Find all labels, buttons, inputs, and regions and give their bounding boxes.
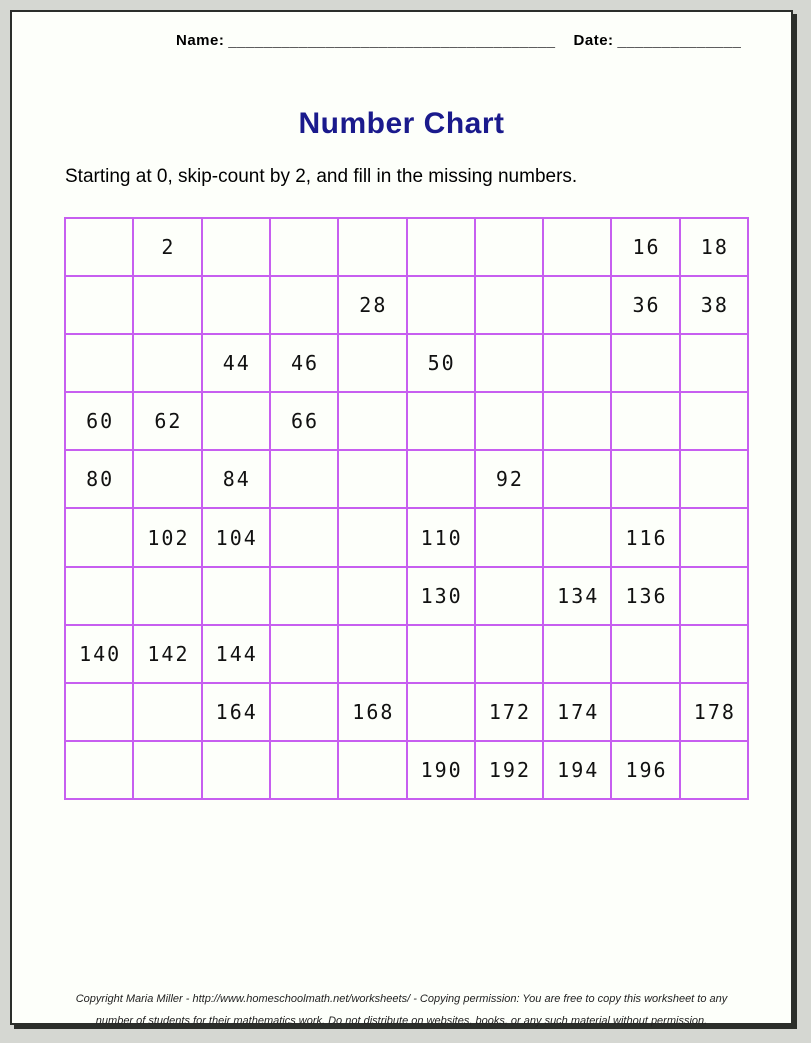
copyright-line-1: Copyright Maria Miller - http://www.homeschoolmath.net/worksheets/ - Copying permission: You are free to copy this worksheet to any — [75, 993, 728, 1005]
grid-cell-r4-c9[interactable] — [611, 392, 679, 450]
grid-cell-r5-c8[interactable] — [543, 450, 611, 508]
date-fill-line[interactable]: ______________ — [617, 32, 742, 49]
grid-cell-r8-c10[interactable] — [680, 625, 748, 683]
name-date-row — [176, 32, 741, 49]
grid-cell-r4-c10[interactable] — [680, 392, 748, 450]
grid-cell-r4-c6[interactable] — [407, 392, 475, 450]
grid-cell-r1-c2: 2 — [133, 218, 201, 276]
grid-cell-r9-c7: 172 — [475, 683, 543, 741]
grid-cell-r5-c3: 84 — [202, 450, 270, 508]
grid-cell-r10-c10[interactable] — [680, 741, 748, 799]
grid-cell-r3-c9[interactable] — [611, 334, 679, 392]
grid-cell-r5-c9[interactable] — [611, 450, 679, 508]
grid-cell-r6-c7[interactable] — [475, 508, 543, 566]
grid-cell-r5-c4[interactable] — [270, 450, 338, 508]
grid-cell-r2-c3[interactable] — [202, 276, 270, 334]
grid-cell-r4-c7[interactable] — [475, 392, 543, 450]
name-fill-line[interactable]: _____________________________________ — [228, 32, 556, 49]
grid-cell-r2-c8[interactable] — [543, 276, 611, 334]
grid-cell-r8-c5[interactable] — [338, 625, 406, 683]
grid-cell-r8-c1: 140 — [65, 625, 133, 683]
grid-cell-r4-c5[interactable] — [338, 392, 406, 450]
grid-cell-r1-c7[interactable] — [475, 218, 543, 276]
page-title: Number Chart — [298, 107, 505, 140]
grid-cell-r2-c6[interactable] — [407, 276, 475, 334]
worksheet-page — [10, 10, 793, 1025]
grid-cell-r3-c2[interactable] — [133, 334, 201, 392]
grid-cell-r9-c4[interactable] — [270, 683, 338, 741]
grid-cell-r1-c3[interactable] — [202, 218, 270, 276]
grid-cell-r6-c1[interactable] — [65, 508, 133, 566]
grid-cell-r1-c10: 18 — [680, 218, 748, 276]
grid-cell-r4-c8[interactable] — [543, 392, 611, 450]
grid-cell-r9-c3: 164 — [202, 683, 270, 741]
grid-cell-r9-c1[interactable] — [65, 683, 133, 741]
grid-cell-r7-c7[interactable] — [475, 567, 543, 625]
grid-cell-r1-c4[interactable] — [270, 218, 338, 276]
grid-cell-r5-c5[interactable] — [338, 450, 406, 508]
grid-cell-r2-c4[interactable] — [270, 276, 338, 334]
grid-cell-r5-c2[interactable] — [133, 450, 201, 508]
copyright-line-2: number of students for their mathematics work. Do not distribute on websites, books, or any such material without permission. — [95, 1015, 708, 1027]
grid-cell-r9-c2[interactable] — [133, 683, 201, 741]
grid-cell-r8-c6[interactable] — [407, 625, 475, 683]
grid-cell-r9-c5: 168 — [338, 683, 406, 741]
grid-cell-r1-c6[interactable] — [407, 218, 475, 276]
grid-cell-r8-c2: 142 — [133, 625, 201, 683]
grid-cell-r10-c6: 190 — [407, 741, 475, 799]
grid-cell-r2-c1[interactable] — [65, 276, 133, 334]
number-grid — [64, 217, 749, 800]
grid-cell-r6-c6: 110 — [407, 508, 475, 566]
grid-cell-r7-c1[interactable] — [65, 567, 133, 625]
grid-cell-r9-c9[interactable] — [611, 683, 679, 741]
grid-cell-r8-c7[interactable] — [475, 625, 543, 683]
grid-cell-r7-c2[interactable] — [133, 567, 201, 625]
grid-cell-r4-c2: 62 — [133, 392, 201, 450]
grid-cell-r6-c4[interactable] — [270, 508, 338, 566]
date-label: Date: — [573, 32, 614, 49]
grid-cell-r7-c9: 136 — [611, 567, 679, 625]
grid-cell-r4-c1: 60 — [65, 392, 133, 450]
grid-cell-r9-c10: 178 — [680, 683, 748, 741]
grid-cell-r1-c5[interactable] — [338, 218, 406, 276]
grid-cell-r5-c1: 80 — [65, 450, 133, 508]
grid-cell-r10-c5[interactable] — [338, 741, 406, 799]
grid-cell-r6-c10[interactable] — [680, 508, 748, 566]
grid-cell-r9-c6[interactable] — [407, 683, 475, 741]
grid-cell-r10-c7: 192 — [475, 741, 543, 799]
name-field — [176, 32, 556, 49]
grid-cell-r2-c9: 36 — [611, 276, 679, 334]
grid-cell-r10-c4[interactable] — [270, 741, 338, 799]
grid-cell-r3-c8[interactable] — [543, 334, 611, 392]
grid-cell-r2-c2[interactable] — [133, 276, 201, 334]
grid-cell-r3-c1[interactable] — [65, 334, 133, 392]
grid-cell-r1-c1[interactable] — [65, 218, 133, 276]
grid-cell-r10-c9: 196 — [611, 741, 679, 799]
grid-cell-r10-c8: 194 — [543, 741, 611, 799]
grid-cell-r7-c8: 134 — [543, 567, 611, 625]
grid-cell-r2-c10: 38 — [680, 276, 748, 334]
grid-cell-r6-c8[interactable] — [543, 508, 611, 566]
grid-cell-r6-c5[interactable] — [338, 508, 406, 566]
grid-cell-r3-c10[interactable] — [680, 334, 748, 392]
grid-cell-r5-c6[interactable] — [407, 450, 475, 508]
grid-cell-r8-c8[interactable] — [543, 625, 611, 683]
grid-cell-r7-c3[interactable] — [202, 567, 270, 625]
grid-cell-r1-c8[interactable] — [543, 218, 611, 276]
copyright-footer — [12, 988, 791, 1032]
grid-cell-r5-c10[interactable] — [680, 450, 748, 508]
instructions-text: Starting at 0, skip-count by 2, and fill in the missing numbers. — [65, 166, 578, 187]
grid-cell-r7-c10[interactable] — [680, 567, 748, 625]
grid-cell-r4-c4: 66 — [270, 392, 338, 450]
grid-cell-r9-c8: 174 — [543, 683, 611, 741]
grid-cell-r2-c5: 28 — [338, 276, 406, 334]
grid-cell-r8-c3: 144 — [202, 625, 270, 683]
grid-cell-r8-c9[interactable] — [611, 625, 679, 683]
date-field — [574, 32, 742, 49]
grid-cell-r6-c9: 116 — [611, 508, 679, 566]
grid-cell-r5-c7: 92 — [475, 450, 543, 508]
name-label: Name: — [176, 32, 225, 49]
grid-cell-r10-c3[interactable] — [202, 741, 270, 799]
grid-cell-r4-c3[interactable] — [202, 392, 270, 450]
grid-cell-r3-c6: 50 — [407, 334, 475, 392]
grid-cell-r3-c3: 44 — [202, 334, 270, 392]
grid-cell-r7-c4[interactable] — [270, 567, 338, 625]
grid-cell-r2-c7[interactable] — [475, 276, 543, 334]
grid-cell-r10-c2[interactable] — [133, 741, 201, 799]
grid-cell-r8-c4[interactable] — [270, 625, 338, 683]
grid-cell-r6-c3: 104 — [202, 508, 270, 566]
grid-cell-r10-c1[interactable] — [65, 741, 133, 799]
grid-cell-r7-c6: 130 — [407, 567, 475, 625]
grid-cell-r7-c5[interactable] — [338, 567, 406, 625]
grid-cell-r3-c5[interactable] — [338, 334, 406, 392]
grid-cell-r6-c2: 102 — [133, 508, 201, 566]
grid-cell-r3-c4: 46 — [270, 334, 338, 392]
grid-cell-r3-c7[interactable] — [475, 334, 543, 392]
grid-cell-r1-c9: 16 — [611, 218, 679, 276]
